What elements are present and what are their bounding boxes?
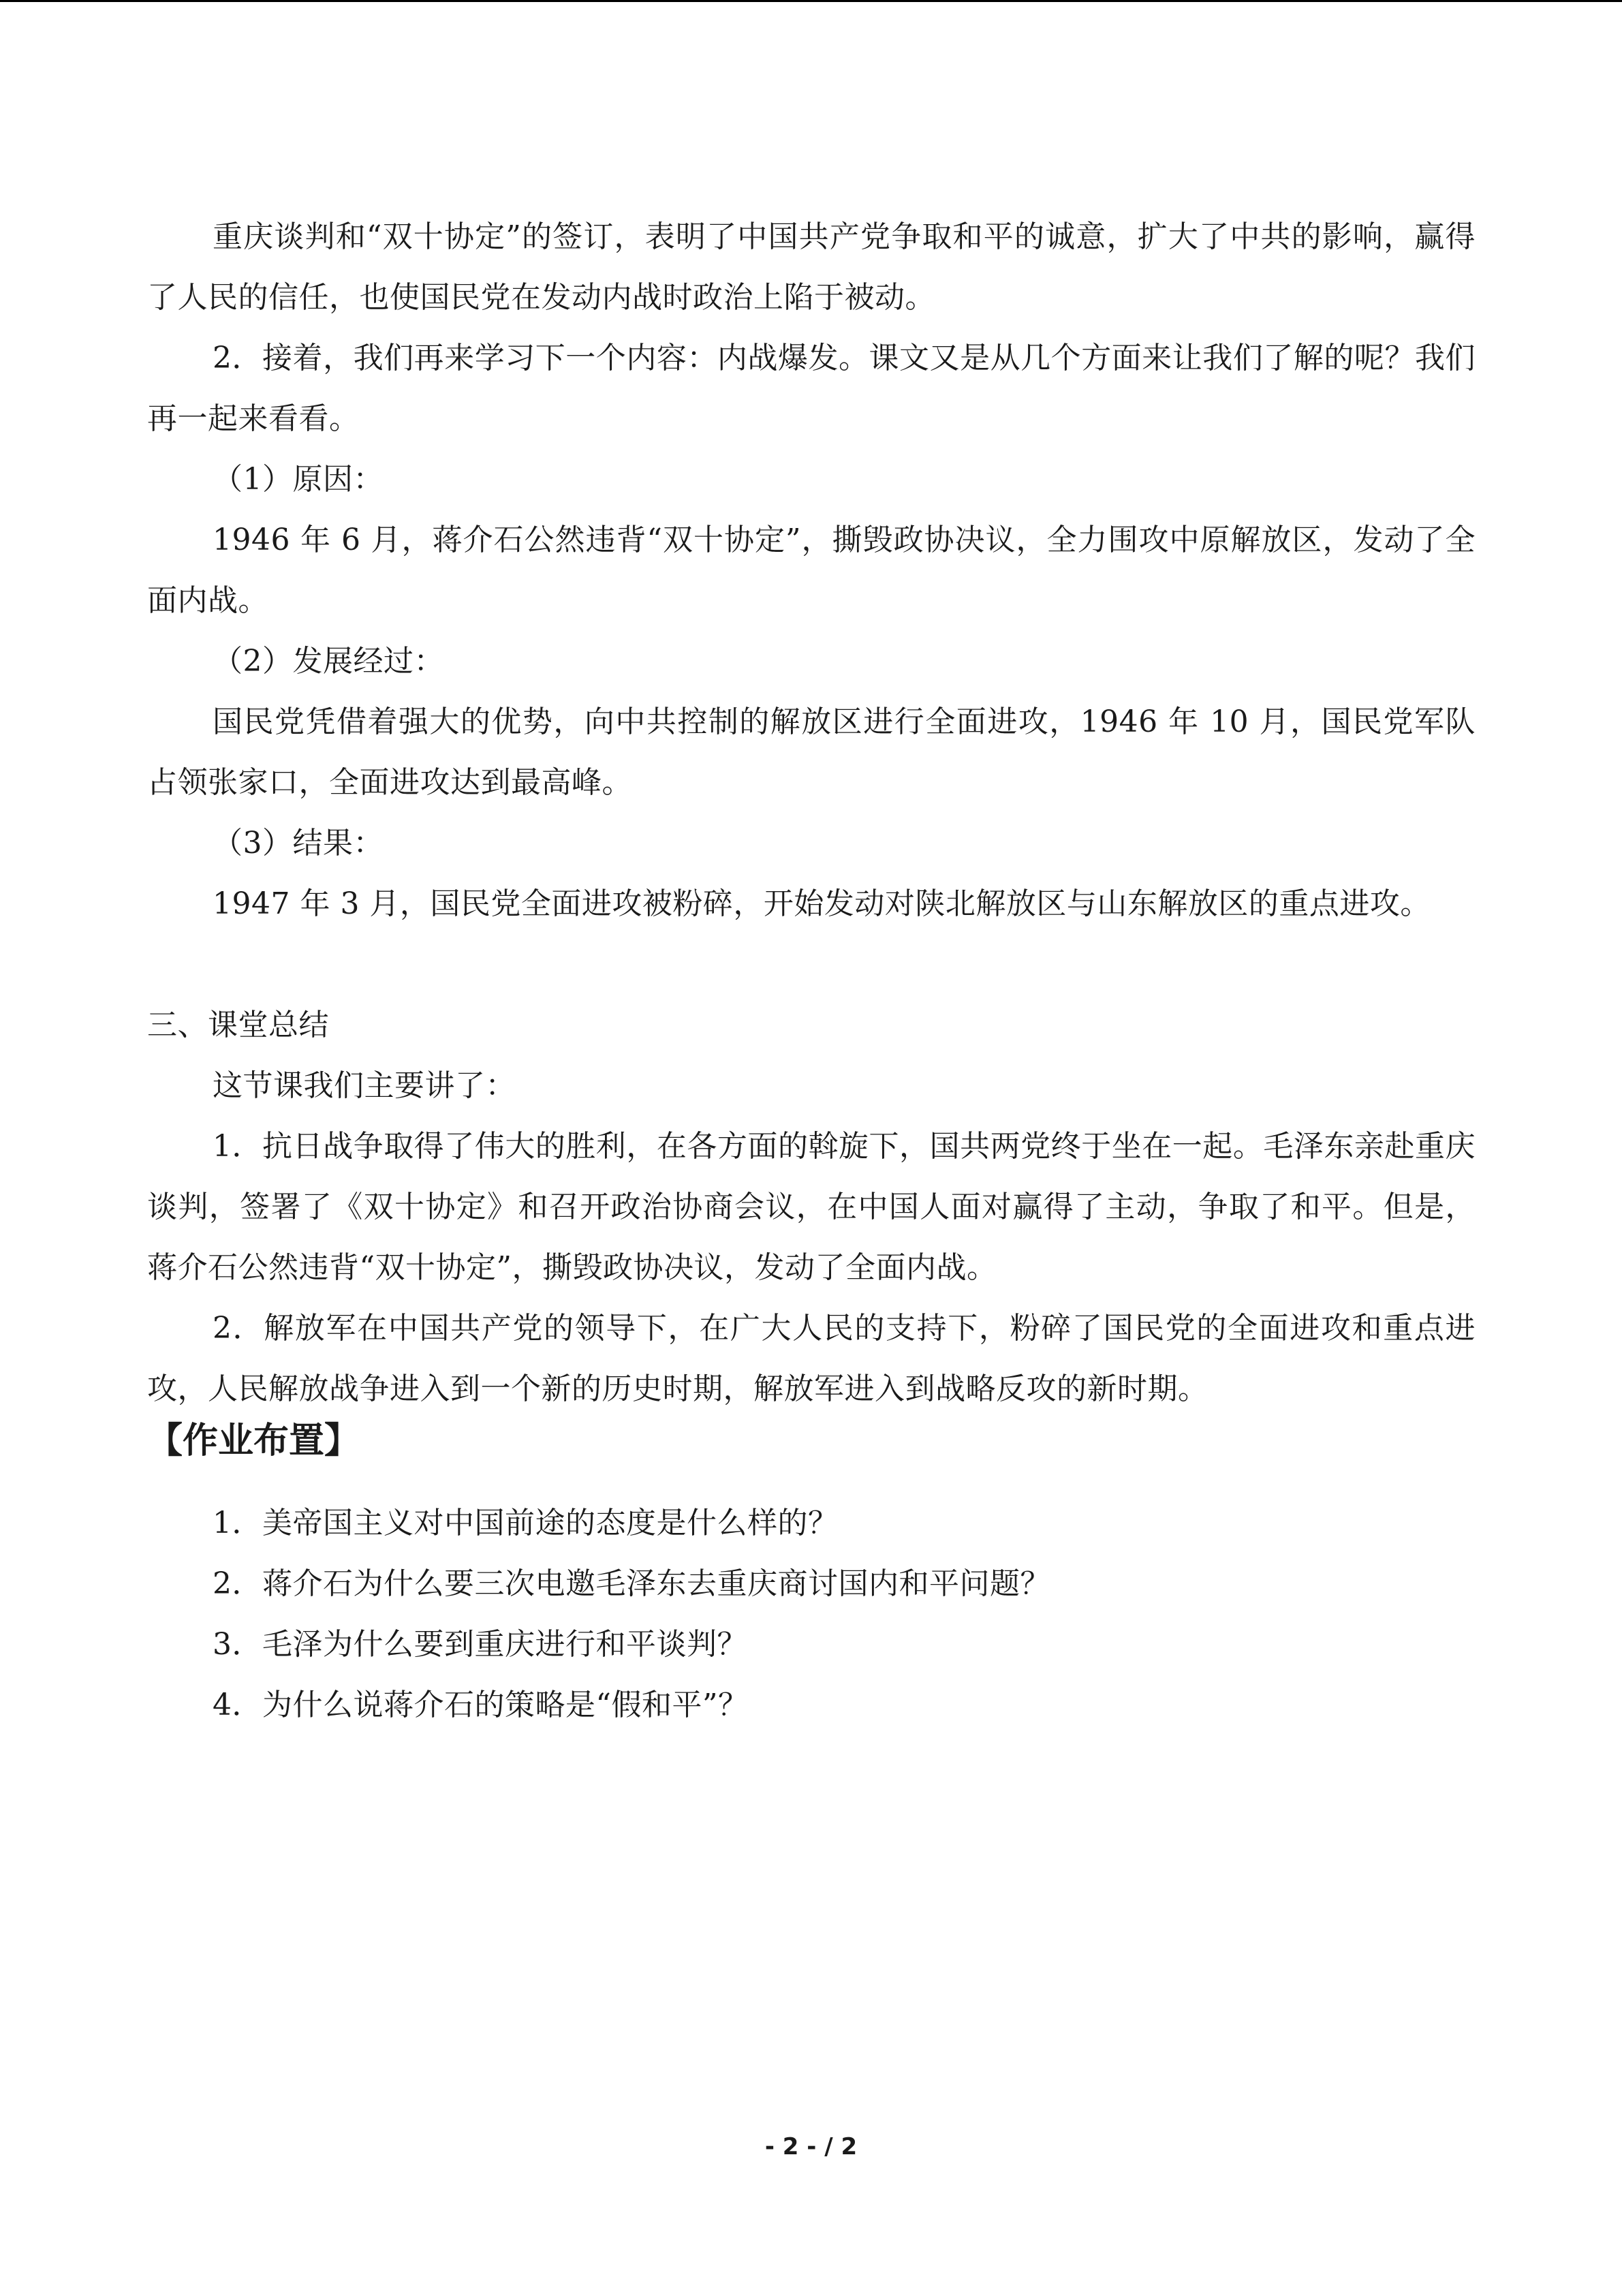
subheading-development: （2）发展经过： [213, 644, 444, 679]
homework-question-3: 3．毛泽为什么要到重庆进行和平谈判？ [213, 1627, 747, 1662]
paragraph-result: 1947 年 3 月，国民党全面进攻被粉碎，开始发动对陕北解放区与山东解放区的重点进攻。 [213, 886, 1431, 921]
page-number: - 2 - / 2 [764, 2133, 858, 2160]
homework-question-2: 2．蒋介石为什么要三次电邀毛泽东去重庆商讨国内和平问题？ [213, 1566, 1050, 1601]
paragraph-summary-point-1: 1．抗日战争取得了伟大的胜利，在各方面的斡旋下，国共两党终于坐在一起。毛泽东亲赴重庆谈判，签署了《双十协定》和召开政治协商会议，在中国人面对赢得了主动，争取了和平。但是，蒋介石公然违背“双十协定”，撕毁政协决议，发动了全面内战。 [147, 1129, 1476, 1285]
paragraph-civil-war-intro: 2．接着，我们再来学习下一个内容：内战爆发。课文又是从几个方面来让我们了解的呢？我们再一起来看看。 [147, 341, 1476, 436]
paragraph-cause: 1946 年 6 月，蒋介石公然违背“双十协定”，撕毁政协决议，全力围攻中原解放区，发动了全面内战。 [147, 523, 1476, 618]
section-heading-summary: 三、课堂总结 [147, 1008, 329, 1042]
paragraph-summary-intro: 这节课我们主要讲了： [213, 1068, 516, 1103]
homework-question-4: 4．为什么说蒋介石的策略是“假和平”？ [213, 1688, 749, 1722]
subheading-result: （3）结果： [213, 826, 384, 860]
paragraph-summary-point-2: 2．解放军在中国共产党的领导下，在广大人民的支持下，粉碎了国民党的全面进攻和重点进攻，人民解放战争进入到一个新的历史时期，解放军进入到战略反攻的新时期。 [147, 1311, 1476, 1406]
paragraph-chongqing-significance: 重庆谈判和“双十协定”的签订，表明了中国共产党争取和平的诚意，扩大了中共的影响，赢得了人民的信任，也使国民党在发动内战时政治上陷于被动。 [147, 219, 1476, 315]
paragraph-development: 国民党凭借着强大的优势，向中共控制的解放区进行全面进攻，1946 年 10 月，国民党军队占领张家口，全面进攻达到最高峰。 [147, 704, 1476, 800]
subheading-cause: （1）原因： [213, 462, 384, 497]
homework-question-1: 1．美帝国主义对中国前途的态度是什么样的？ [213, 1506, 839, 1540]
homework-heading: 【作业布置】 [147, 1421, 360, 1461]
